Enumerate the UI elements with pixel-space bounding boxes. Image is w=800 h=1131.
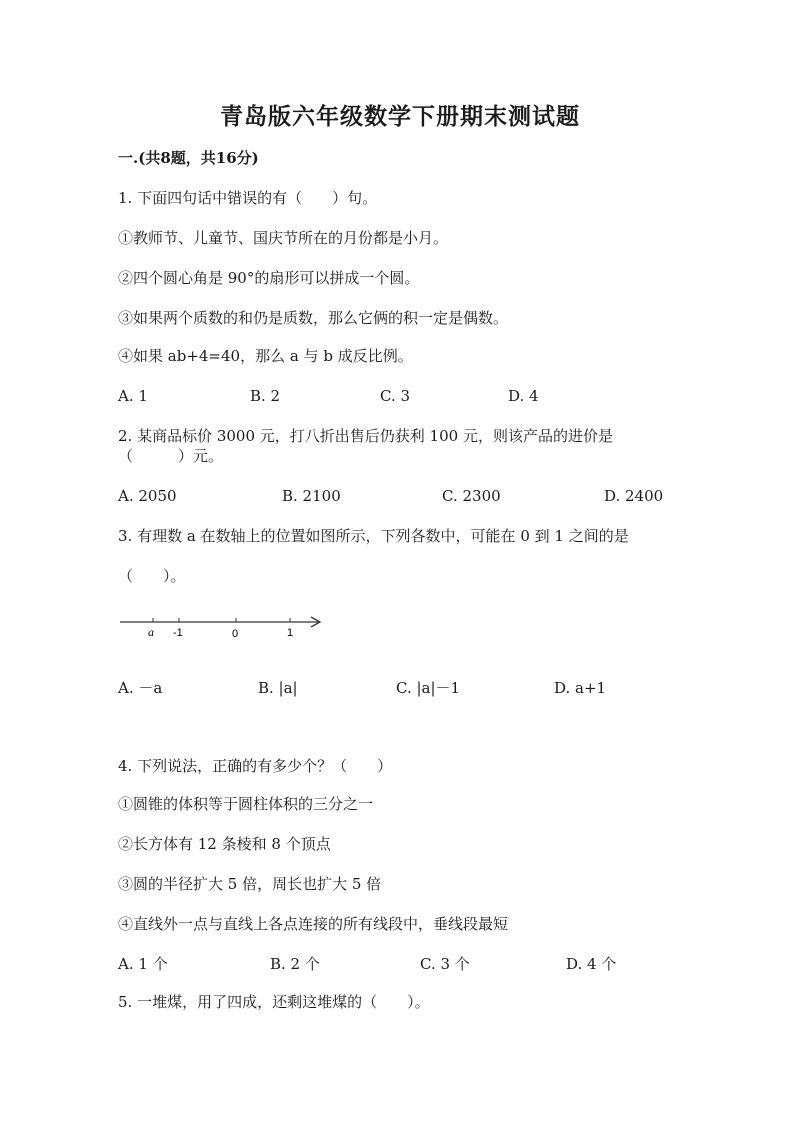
question-4-option-d: D. 4 个 xyxy=(566,955,617,973)
number-line-label-minus-1: -1 xyxy=(173,627,183,639)
question-3-option-b: B. |a| xyxy=(258,679,298,697)
question-1-statement-4: ④如果 ab+4=40，那么 a 与 b 成反比例。 xyxy=(118,347,413,365)
question-4-option-b: B. 2 个 xyxy=(270,955,320,973)
number-line-label-0: 0 xyxy=(232,628,239,640)
question-1-option-b: B. 2 xyxy=(250,387,281,405)
page-title: 青岛版六年级数学下册期末测试题 xyxy=(220,103,580,130)
question-2-option-a: A. 2050 xyxy=(118,487,177,505)
question-4-option-a: A. 1 个 xyxy=(118,955,168,973)
question-1-option-a: A. 1 xyxy=(118,387,148,405)
question-4-statement-3: ③圆的半径扩大 5 倍，周长也扩大 5 倍 xyxy=(118,875,382,893)
section-heading: 一.(共8题，共16分) xyxy=(118,149,259,167)
question-1-option-c: C. 3 xyxy=(380,387,411,405)
question-3-stem-line-2: （ ）。 xyxy=(118,567,186,585)
question-3-option-a: A. －a xyxy=(118,679,163,697)
question-1-stem: 1. 下面四句话中错误的有（ ）句。 xyxy=(118,189,378,207)
question-2-option-b: B. 2100 xyxy=(282,487,341,505)
question-4-statement-4: ④直线外一点与直线上各点连接的所有线段中，垂线段最短 xyxy=(118,915,509,933)
question-1-statement-1: ①教师节、儿童节、国庆节所在的月份都是小月。 xyxy=(118,229,449,247)
question-2-option-c: C. 2300 xyxy=(442,487,501,505)
question-3-option-d: D. a+1 xyxy=(554,679,607,697)
question-4-statement-2: ②长方体有 12 条棱和 8 个顶点 xyxy=(118,835,331,853)
question-3-stem-line-1: 3. 有理数 a 在数轴上的位置如图所示，下列各数中，可能在 0 到 1 之间的是 xyxy=(118,527,629,545)
question-2-stem-line-2: （ ）元。 xyxy=(118,447,224,465)
question-4-option-c: C. 3 个 xyxy=(420,955,470,973)
question-2-stem-line-1: 2. 某商品标价 3000 元，打八折出售后仍获利 100 元，则该产品的进价是 xyxy=(118,427,613,445)
question-4-statement-1: ①圆锥的体积等于圆柱体积的三分之一 xyxy=(118,795,374,813)
question-4-stem: 4. 下列说法，正确的有多少个？（ ） xyxy=(118,757,393,775)
number-line-label-1: 1 xyxy=(287,627,294,639)
question-1-statement-3: ③如果两个质数的和仍是质数，那么它俩的积一定是偶数。 xyxy=(118,309,509,327)
question-1-statement-2: ②四个圆心角是 90°的扇形可以拼成一个圆。 xyxy=(118,269,420,287)
question-1-option-d: D. 4 xyxy=(508,387,539,405)
number-line-label-a: a xyxy=(148,625,154,639)
question-3-option-c: C. |a|－1 xyxy=(396,679,461,697)
question-2-option-d: D. 2400 xyxy=(604,487,664,505)
number-line-figure xyxy=(118,612,328,648)
question-5-stem: 5. 一堆煤，用了四成，还剩这堆煤的（ ）。 xyxy=(118,993,430,1011)
